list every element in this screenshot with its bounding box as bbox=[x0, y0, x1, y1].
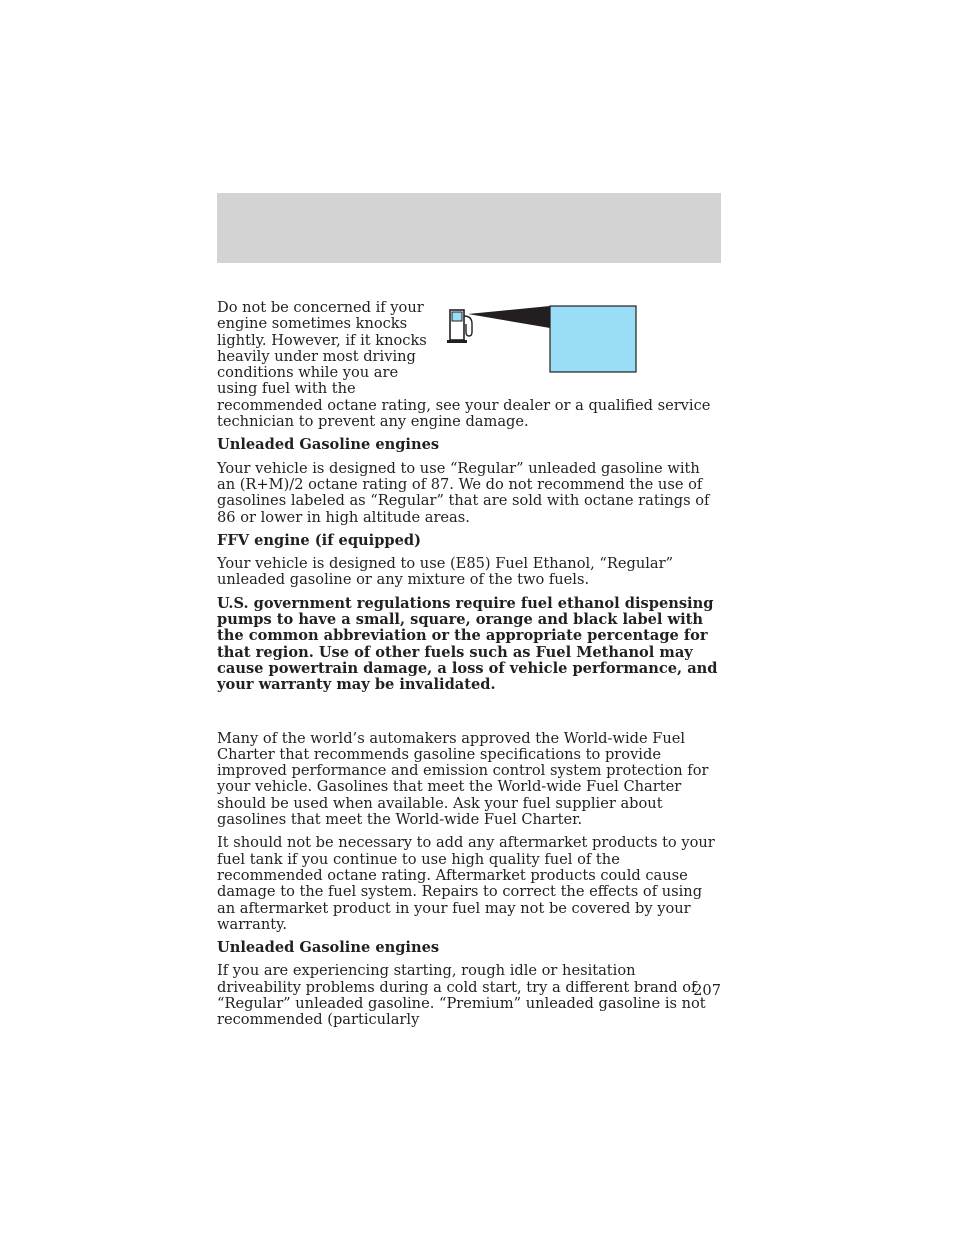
unleaded-paragraph: Your vehicle is designed to use “Regular” unleaded gasoline with an (R+M)/2 octane rating of 87. We do not recommend the use of gasolines labeled as “Regular” that are sold with octane ratings of 86 or lower in high altitude areas. bbox=[217, 459, 710, 526]
fuel-charter-paragraph: Many of the world’s automakers approved the World-wide Fuel Charter that recommends gasoline specifications to provide improved performance and emission control system protection for your vehicle. Gasolines that meet the World-wide Fuel Charter should be used when available. Ask your fuel supplier about gasolines that meet the World-wide Fuel Charter. bbox=[217, 729, 709, 829]
page-number: 207 bbox=[693, 982, 721, 999]
intro-section bbox=[217, 300, 721, 430]
fuel-pump-icon bbox=[446, 302, 691, 382]
section-heading-unleaded: Unleaded Gasoline engines bbox=[217, 436, 440, 454]
octane-label-box bbox=[550, 306, 636, 372]
section-heading-unleaded-2: Unleaded Gasoline engines bbox=[217, 939, 440, 957]
header-band bbox=[217, 193, 721, 263]
aftermarket-paragraph: It should not be necessary to add any aftermarket products to your fuel tank if you continue to use high quality fuel of the recommended octane rating. Aftermarket products could cause damage to the fuel system. Repairs to correct the effects of using an aftermarket product in your fuel may not be covered by your warranty. bbox=[217, 834, 715, 933]
section-spacer bbox=[217, 701, 721, 731]
fuel-pump-figure bbox=[446, 302, 691, 382]
ffv-warning: U.S. government regulations require fuel ethanol dispensing pumps to have a small, square, orange and black label with the common abbreviation or the appropriate percentage for that region. Use of other fuels such as Fuel Methanol may cause powertrain damage, a loss of vehicle performance, and your warranty may be invalidated. bbox=[217, 594, 718, 694]
intro-paragraph: Do not be concerned if your engine sometimes knocks lightly. However, if it knocks heavily under most driving conditions while you are using fuel with the recommended octane rating, see your dealer or a qualified service technician to prevent any engine damage. bbox=[217, 299, 711, 431]
ffv-paragraph: Your vehicle is designed to use (E85) Fuel Ethanol, “Regular” unleaded gasoline or any mixture of the two fuels. bbox=[217, 555, 674, 589]
section-heading-ffv: FFV engine (if equipped) bbox=[217, 531, 421, 549]
cold-start-paragraph: If you are experiencing starting, rough idle or hesitation driveability problems during a cold start, try a different brand of “Regular” unleaded gasoline. “Premium” unleaded gasoline is not recommended (particularly bbox=[217, 962, 706, 1029]
page-content bbox=[217, 300, 721, 1036]
